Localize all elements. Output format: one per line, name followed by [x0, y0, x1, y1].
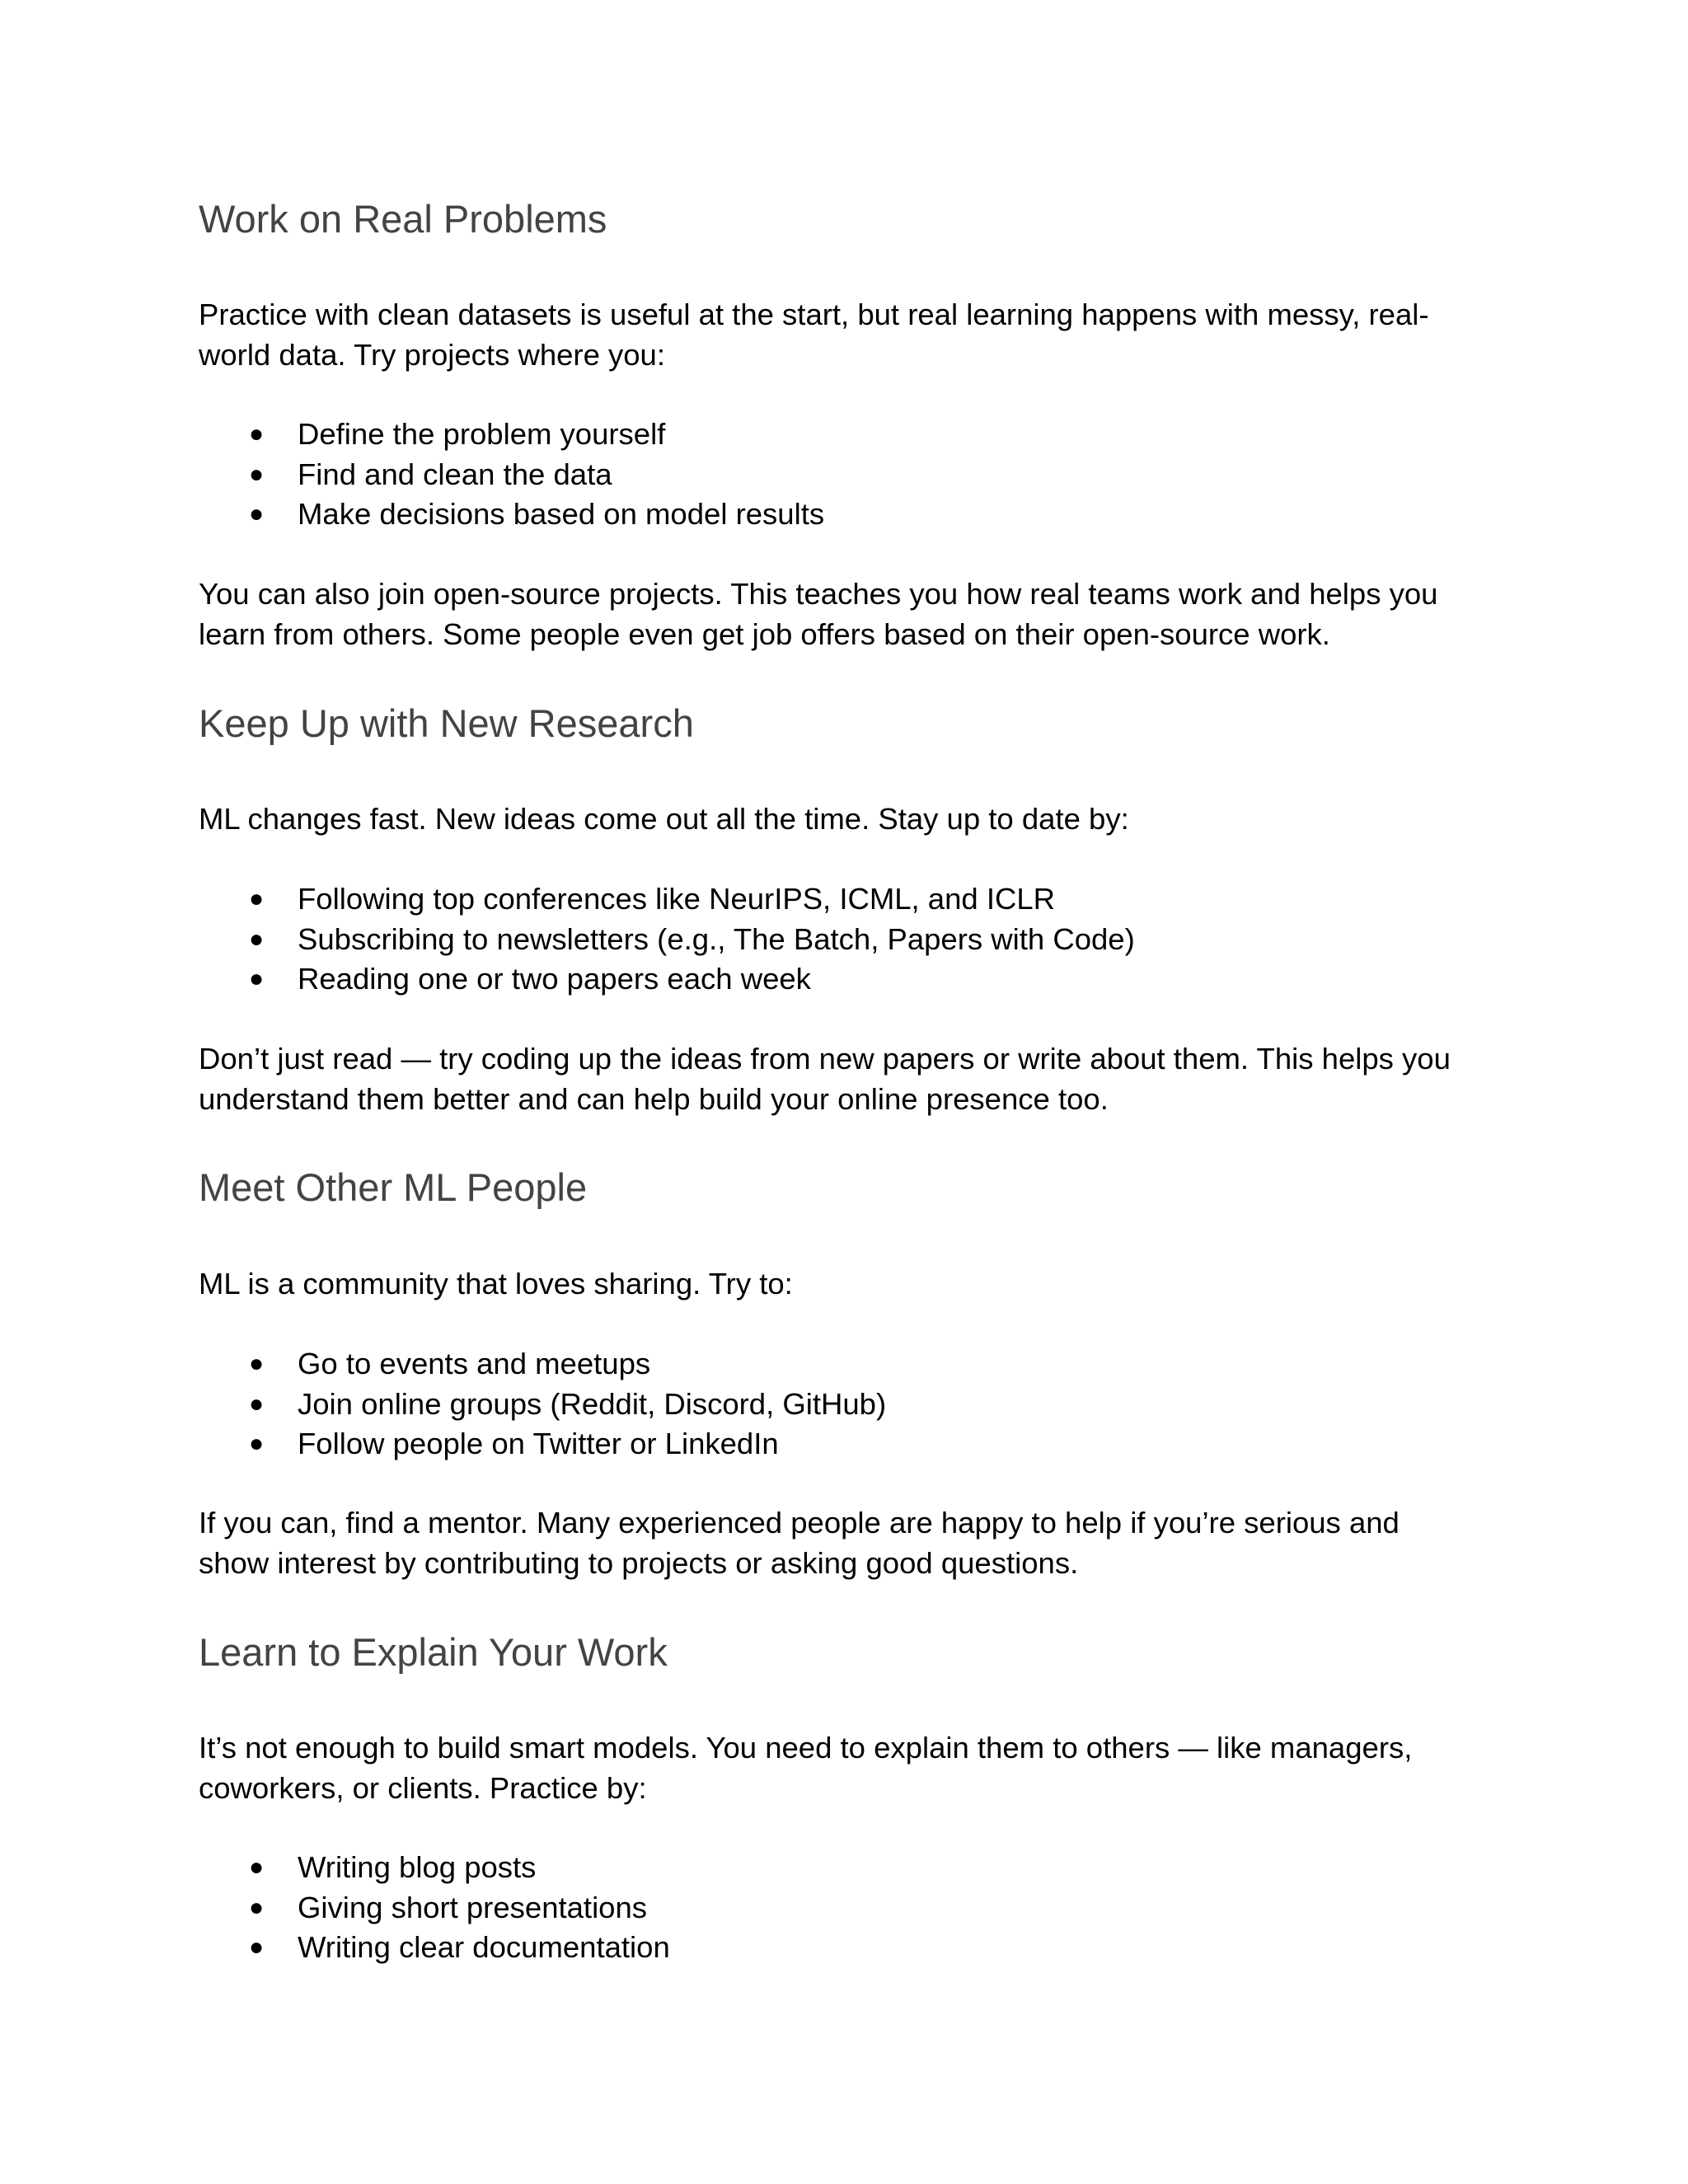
list-item [199, 1848, 670, 1888]
list-item [199, 920, 1135, 960]
list-item-text: Go to events and meetups [298, 1347, 651, 1380]
text-line: You can also join open-source projects. This teaches you how real teams work and helps you [199, 577, 1438, 611]
list-item-text: Subscribing to newsletters (e.g., The Batch, Papers with Code) [298, 921, 1135, 956]
text-line: coworkers, or clients. Practice by: [199, 1770, 647, 1805]
list-item [199, 879, 1135, 920]
section-intro-paragraph [199, 1728, 1484, 1808]
list-item [199, 1344, 886, 1385]
list-item [199, 1888, 670, 1929]
section-heading: Work on Real Problems [199, 197, 607, 241]
section-intro-paragraph [199, 799, 1484, 840]
list-item-text: Writing clear documentation [298, 1930, 670, 1964]
list-item-text: Find and clean the data [298, 457, 612, 491]
section-intro-paragraph [199, 295, 1484, 375]
section-outro-paragraph [199, 574, 1484, 654]
list-item-text: Reading one or two papers each week [298, 962, 811, 996]
list-item-text: Follow people on Twitter or LinkedIn [298, 1427, 779, 1460]
list-item-text: Giving short presentations [298, 1890, 648, 1924]
list-item-text: Make decisions based on model results [298, 497, 825, 531]
text-line: ML is a community that loves sharing. Try to: [199, 1267, 793, 1301]
text-line: world data. Try projects where you: [199, 337, 665, 372]
list-item [199, 1424, 886, 1465]
bullet-list [199, 1344, 886, 1465]
list-item-text: Writing blog posts [298, 1850, 537, 1884]
bullet-list [199, 879, 1135, 1000]
list-item [199, 494, 824, 535]
section-intro-paragraph [199, 1264, 1484, 1305]
bullet-icon: ● [249, 1893, 265, 1921]
bullet-icon: ● [249, 1430, 265, 1457]
text-line: ML changes fast. New ideas come out all the time. Stay up to date by: [199, 802, 1129, 836]
text-line: Don’t just read — try coding up the ideas from new papers or write about them. This helps you [199, 1042, 1451, 1076]
bullet-icon: ● [249, 885, 265, 912]
section-outro-paragraph [199, 1503, 1484, 1583]
text-line: show interest by contributing to projects or asking good questions. [199, 1545, 1079, 1580]
section-heading: Meet Other ML People [199, 1165, 588, 1209]
text-line: It’s not enough to build smart models. You need to explain them to others — like managers, [199, 1731, 1413, 1765]
bullet-icon: ● [249, 925, 265, 953]
list-item [199, 455, 824, 495]
text-line: If you can, find a mentor. Many experienced people are happy to help if you’re serious and [199, 1506, 1400, 1540]
bullet-icon: ● [249, 1933, 265, 1961]
section-outro-paragraph [199, 1039, 1484, 1119]
list-item [199, 959, 1135, 1000]
bullet-list [199, 1848, 670, 1968]
bullet-icon: ● [249, 500, 265, 527]
list-item-text: Following top conferences like NeurIPS, ICML, and ICLR [298, 882, 1056, 916]
bullet-list [199, 415, 824, 535]
section-heading: Learn to Explain Your Work [199, 1630, 668, 1674]
bullet-icon: ● [249, 1390, 265, 1418]
list-item [199, 1928, 670, 1968]
list-item [199, 1385, 886, 1425]
list-item-text: Join online groups (Reddit, Discord, GitHub) [298, 1386, 887, 1421]
bullet-icon: ● [249, 460, 265, 488]
section-heading: Keep Up with New Research [199, 701, 694, 745]
bullet-icon: ● [249, 1854, 265, 1881]
text-line: learn from others. Some people even get job offers based on their open-source work. [199, 616, 1330, 651]
text-line: Practice with clean datasets is useful at the start, but real learning happens with messy, real- [199, 298, 1429, 331]
bullet-icon: ● [249, 1350, 265, 1377]
bullet-icon: ● [249, 420, 265, 448]
text-line: understand them better and can help build your online presence too. [199, 1081, 1109, 1116]
list-item [199, 415, 824, 455]
list-item-text: Define the problem yourself [298, 417, 666, 451]
bullet-icon: ● [249, 965, 265, 992]
